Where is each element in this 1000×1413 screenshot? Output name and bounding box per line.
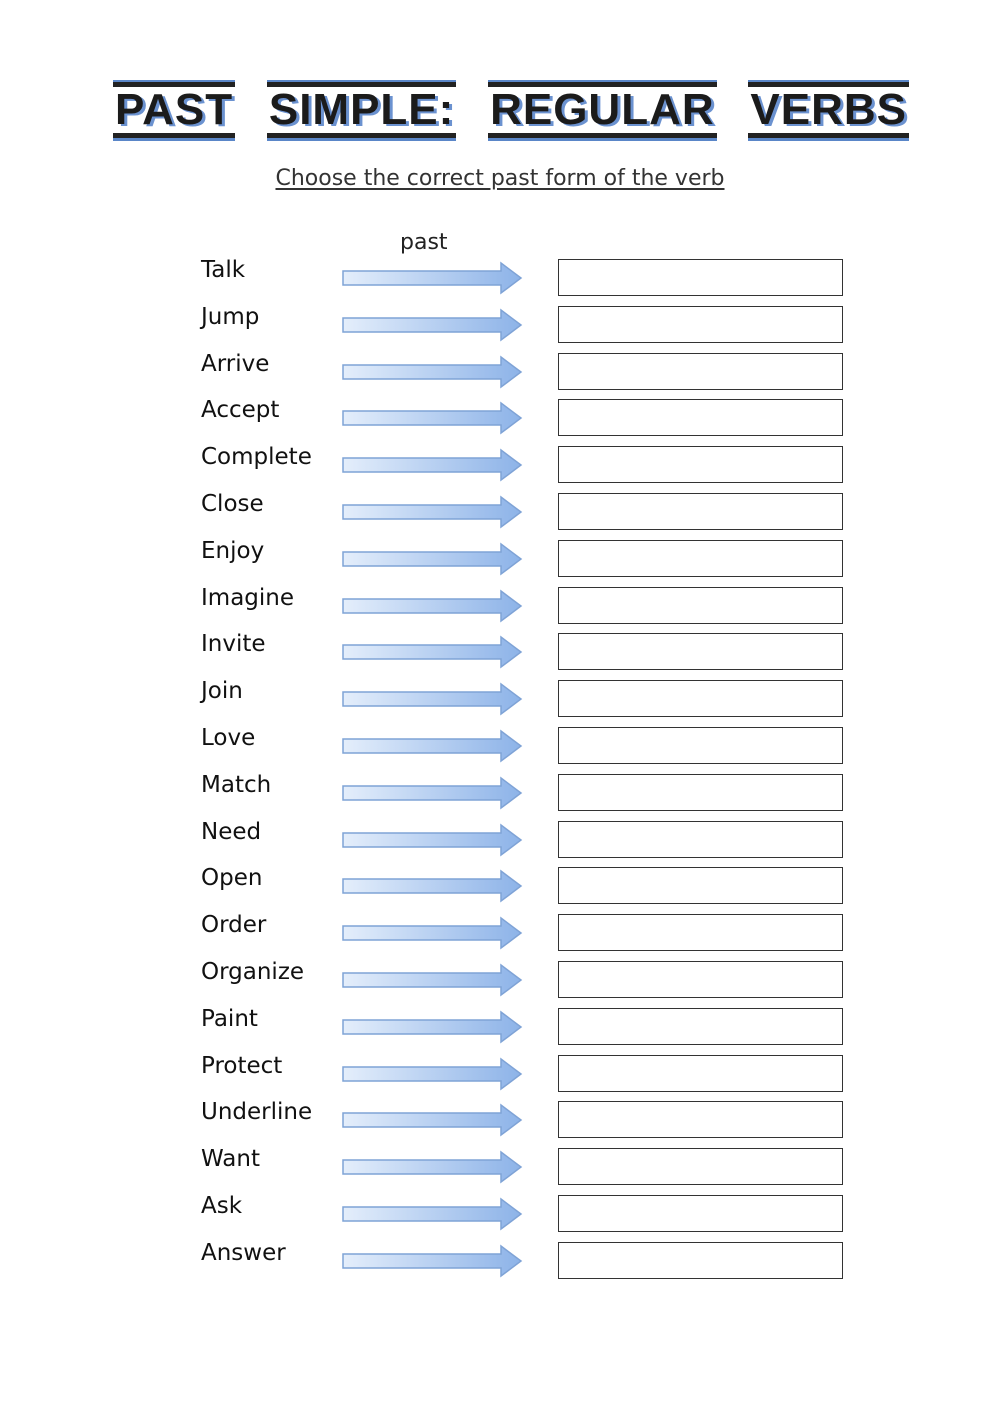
worksheet-title <box>113 82 909 138</box>
verb-label: Talk <box>201 257 246 283</box>
right-arrow-icon <box>341 635 525 669</box>
right-arrow-icon <box>341 308 525 342</box>
right-arrow-icon <box>341 448 525 482</box>
title-word: PAST <box>113 82 235 138</box>
answer-input[interactable] <box>558 306 843 343</box>
instruction: Choose the correct past form of the verb <box>275 166 725 191</box>
verb-label: Underline <box>201 1099 313 1126</box>
answer-input[interactable] <box>558 353 843 390</box>
answer-input[interactable] <box>558 774 843 811</box>
right-arrow-icon <box>341 1244 525 1278</box>
right-arrow-icon <box>341 869 525 903</box>
verb-label: Answer <box>201 1239 286 1266</box>
verb-label: Match <box>201 771 272 798</box>
answer-input[interactable] <box>558 1195 843 1232</box>
answer-input[interactable] <box>558 540 843 577</box>
verb-label: Open <box>201 865 263 892</box>
answer-input[interactable] <box>558 821 843 858</box>
answer-input[interactable] <box>558 399 843 436</box>
title-word: SIMPLE: <box>267 82 456 138</box>
right-arrow-icon <box>341 682 525 716</box>
answer-input[interactable] <box>558 961 843 998</box>
verb-label: Close <box>201 491 264 517</box>
answer-input[interactable] <box>558 1242 843 1279</box>
right-arrow-icon <box>341 963 525 997</box>
right-arrow-icon <box>341 542 525 576</box>
verb-label: Ask <box>201 1193 243 1219</box>
answer-input[interactable] <box>558 727 843 764</box>
verb-label: Arrive <box>201 350 270 377</box>
answer-input[interactable] <box>558 1148 843 1185</box>
right-arrow-icon <box>341 729 525 763</box>
right-arrow-icon <box>341 495 525 529</box>
answer-input[interactable] <box>558 633 843 670</box>
title-word: VERBS <box>748 82 909 138</box>
right-arrow-icon <box>341 823 525 857</box>
answer-input[interactable] <box>558 867 843 904</box>
right-arrow-icon <box>341 1010 525 1044</box>
answer-input[interactable] <box>558 259 843 296</box>
right-arrow-icon <box>341 1197 525 1231</box>
right-arrow-icon <box>341 355 525 389</box>
right-arrow-icon <box>341 589 525 623</box>
answer-input[interactable] <box>558 446 843 483</box>
verb-label: Complete <box>201 444 312 471</box>
answer-input[interactable] <box>558 1055 843 1092</box>
verb-label: Imagine <box>201 584 294 611</box>
verb-label: Protect <box>201 1052 283 1079</box>
right-arrow-icon <box>341 916 525 950</box>
verb-label: Organize <box>201 959 305 985</box>
answer-input[interactable] <box>558 493 843 530</box>
right-arrow-icon <box>341 261 525 295</box>
verb-label: Paint <box>201 1005 258 1032</box>
right-arrow-icon <box>341 401 525 435</box>
right-arrow-icon <box>341 776 525 810</box>
verb-label: Order <box>201 912 267 939</box>
verb-label: Join <box>201 678 243 705</box>
past-column-label: past <box>400 230 448 255</box>
right-arrow-icon <box>341 1103 525 1137</box>
answer-input[interactable] <box>558 680 843 717</box>
verb-label: Need <box>201 818 262 845</box>
verb-label: Jump <box>201 303 260 330</box>
verb-label: Invite <box>201 631 266 658</box>
right-arrow-icon <box>341 1057 525 1091</box>
title-word: REGULAR <box>488 82 717 138</box>
verb-label: Want <box>201 1146 260 1173</box>
right-arrow-icon <box>341 1150 525 1184</box>
answer-input[interactable] <box>558 587 843 624</box>
answer-input[interactable] <box>558 1101 843 1138</box>
verb-label: Love <box>201 725 256 751</box>
answer-input[interactable] <box>558 1008 843 1045</box>
verb-label: Enjoy <box>201 537 265 564</box>
answer-input[interactable] <box>558 914 843 951</box>
verb-label: Accept <box>201 397 280 424</box>
